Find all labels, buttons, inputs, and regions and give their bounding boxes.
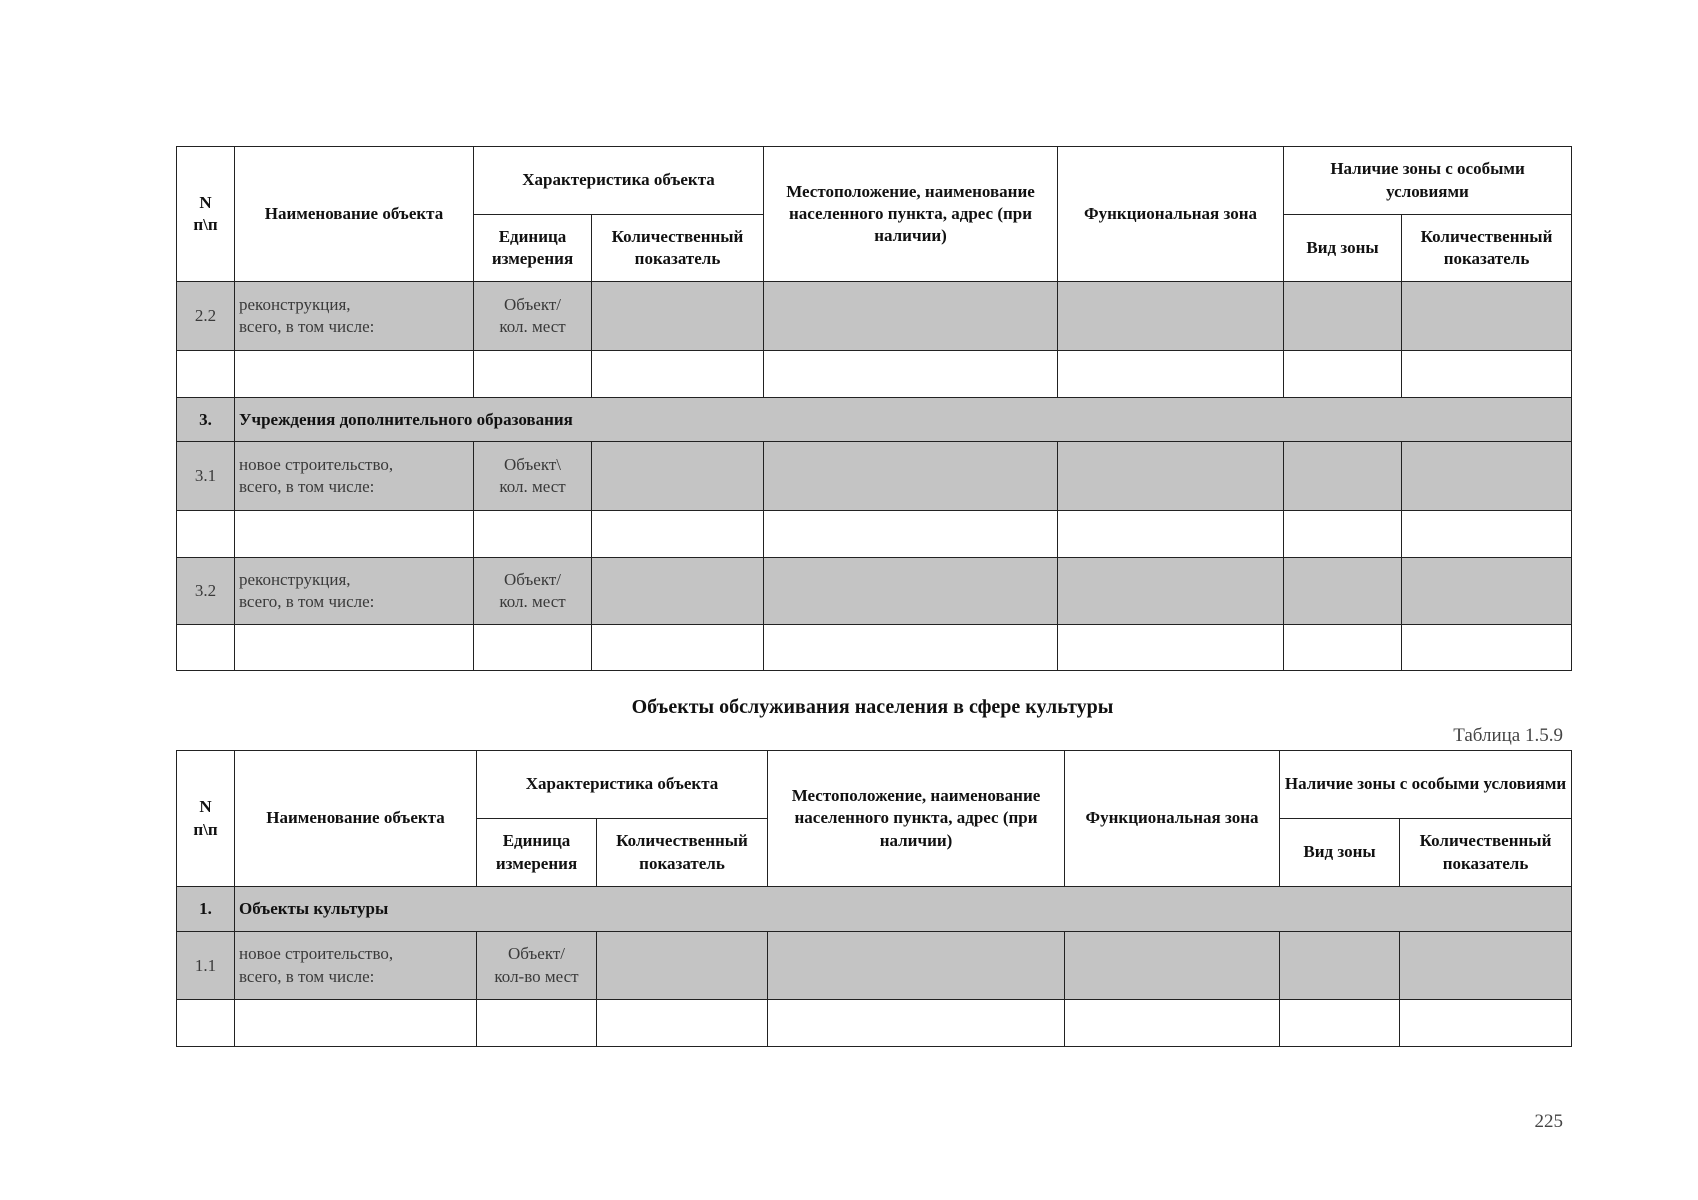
section-row-3 (177, 398, 1572, 442)
row-quantity (592, 558, 764, 625)
row-zone-type (1284, 282, 1402, 351)
header-row-1 (177, 147, 1572, 215)
table-educational-objects (176, 146, 1572, 671)
table-caption: Объекты обслуживания населения в сфере культуры (631, 696, 1114, 718)
table-row-empty (177, 1000, 1572, 1047)
col-header-name: Наименование объекта (235, 751, 477, 887)
col-header-num: N п\п (177, 751, 235, 887)
table-row-1-1 (177, 932, 1572, 1000)
row-name: новое строительство, всего, в том числе: (235, 932, 477, 1000)
col-header-unit: Единица измерения (477, 819, 597, 887)
row-num: 3.1 (177, 442, 235, 511)
table-row-empty (177, 511, 1572, 558)
col-header-location: Местоположение, наименование населенного пункта, адрес (при наличии) (768, 751, 1065, 887)
row-functional-zone (1058, 442, 1284, 511)
row-functional-zone (1065, 932, 1280, 1000)
row-quantity (597, 932, 768, 1000)
section-num: 3. (177, 398, 235, 442)
section-row-1 (177, 887, 1572, 932)
col-header-functional-zone: Функциональная зона (1058, 147, 1284, 282)
col-header-quantity: Количественный показатель (592, 215, 764, 282)
table-row-2-2 (177, 282, 1572, 351)
col-header-quantity: Количественный показатель (597, 819, 768, 887)
col-header-name: Наименование объекта (235, 147, 474, 282)
col-header-zone-quantity: Количественный показатель (1402, 215, 1572, 282)
row-unit: Объект\ кол. мест (474, 442, 592, 511)
col-header-num: N п\п (177, 147, 235, 282)
col-header-unit: Единица измерения (474, 215, 592, 282)
row-zone-quantity (1402, 558, 1572, 625)
col-header-zone-quantity: Количественный показатель (1400, 819, 1572, 887)
col-header-zone-type: Вид зоны (1280, 819, 1400, 887)
row-location (764, 558, 1058, 625)
table-number: Таблица 1.5.9 (1453, 725, 1563, 746)
row-zone-type (1284, 442, 1402, 511)
row-name: реконструкция, всего, в том числе: (235, 558, 474, 625)
row-unit: Объект/ кол-во мест (477, 932, 597, 1000)
row-location (764, 442, 1058, 511)
col-header-zone-type: Вид зоны (1284, 215, 1402, 282)
table-row-empty (177, 351, 1572, 398)
col-header-special-zone: Наличие зоны с особыми условиями (1284, 147, 1572, 215)
section-title: Учреждения дополнительного образования (235, 398, 1572, 442)
table-row-empty (177, 625, 1572, 671)
row-unit: Объект/ кол. мест (474, 282, 592, 351)
row-num: 3.2 (177, 558, 235, 625)
page-number: 225 (1534, 1111, 1563, 1132)
row-location (768, 932, 1065, 1000)
row-zone-quantity (1400, 932, 1572, 1000)
row-zone-type (1284, 558, 1402, 625)
row-zone-quantity (1402, 282, 1572, 351)
row-num: 1.1 (177, 932, 235, 1000)
row-unit: Объект/ кол. мест (474, 558, 592, 625)
row-location (764, 282, 1058, 351)
col-header-location: Местоположение, наименование населенного пункта, адрес (при наличии) (764, 147, 1058, 282)
row-name: новое строительство, всего, в том числе: (235, 442, 474, 511)
row-functional-zone (1058, 558, 1284, 625)
header-row-1 (177, 751, 1572, 819)
section-num: 1. (177, 887, 235, 932)
row-zone-type (1280, 932, 1400, 1000)
col-header-functional-zone: Функциональная зона (1065, 751, 1280, 887)
row-name: реконструкция, всего, в том числе: (235, 282, 474, 351)
row-zone-quantity (1402, 442, 1572, 511)
col-header-characteristic: Характеристика объекта (474, 147, 764, 215)
row-functional-zone (1058, 282, 1284, 351)
col-header-special-zone: Наличие зоны с особыми условиями (1280, 751, 1572, 819)
col-header-characteristic: Характеристика объекта (477, 751, 768, 819)
row-quantity (592, 282, 764, 351)
table-row-3-1 (177, 442, 1572, 511)
table-row-3-2 (177, 558, 1572, 625)
section-title: Объекты культуры (235, 887, 1572, 932)
row-quantity (592, 442, 764, 511)
row-num: 2.2 (177, 282, 235, 351)
table-culture-objects (176, 750, 1572, 1047)
